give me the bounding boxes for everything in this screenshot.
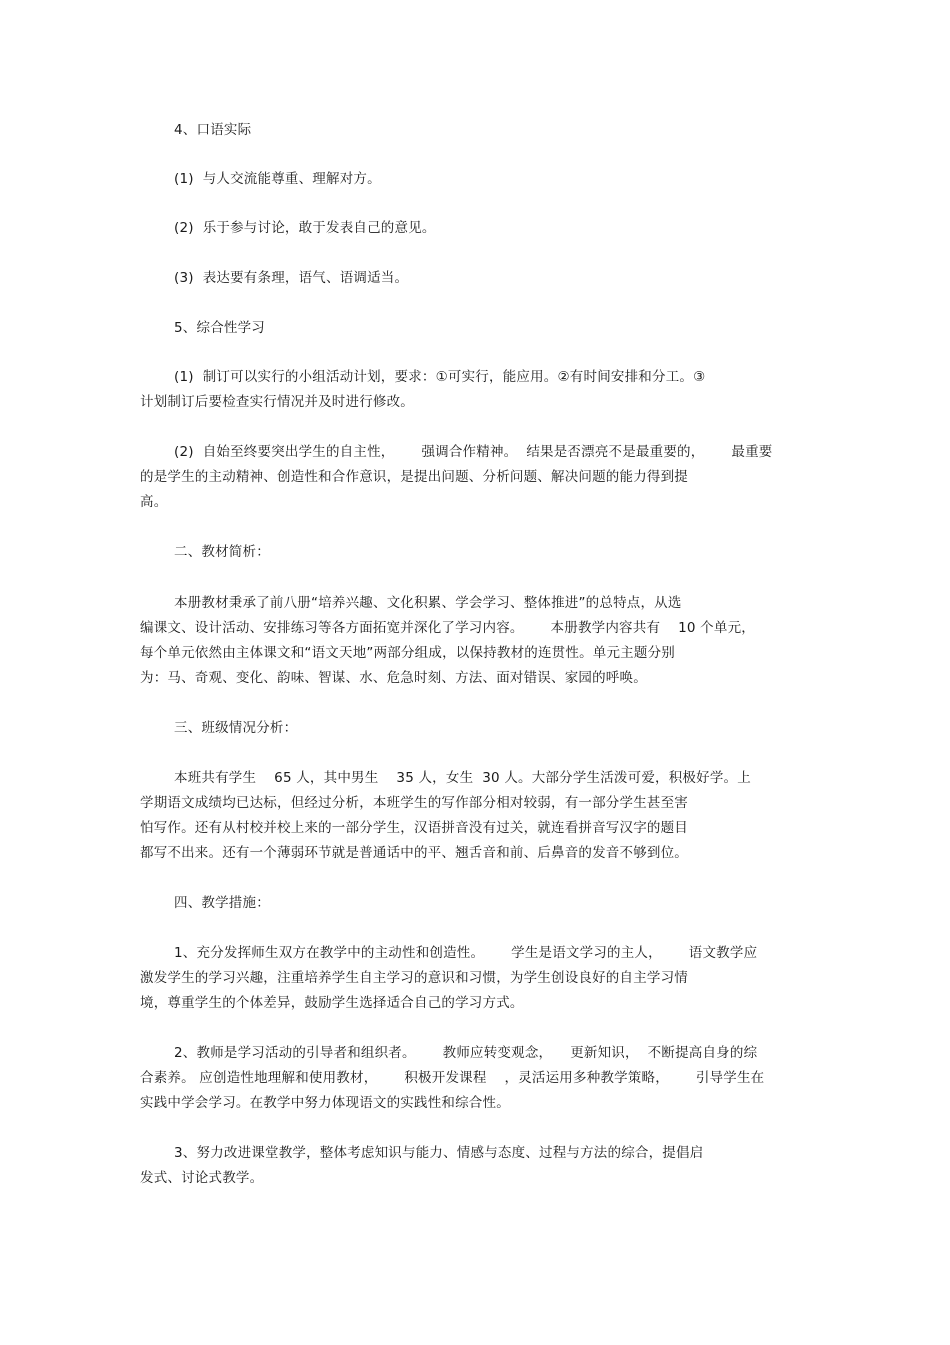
measure-3-line-1: 3、努力改进课堂教学，整体考虑知识与能力、情感与态度、过程与方法的综合，提倡启: [174, 1145, 704, 1161]
class-paragraph-line-1: 本班共有学生 65 人，其中男生 35 人，女生 30 人。大部分学生活泼可爱，积极好学。上: [174, 770, 751, 786]
measure-1-line-2: 激发学生的学习兴趣，注重培养学生自主学习的意识和习惯，为学生创设良好的自主学习情: [140, 970, 688, 986]
comprehensive-item-2-line-1: (2) 自始至终要突出学生的自主性， 强调合作精神。 结果是否漂亮不是最重要的， 最重要: [174, 444, 773, 460]
oral-item-3: (3) 表达要有条理，语气、语调适当。: [174, 270, 409, 286]
comprehensive-item-1-line-1: (1) 制订可以实行的小组活动计划，要求：①可实行，能应用。②有时间安排和分工。③: [174, 369, 706, 385]
measure-3-line-2: 发式、讨论式教学。: [140, 1170, 264, 1186]
measure-2-line-1: 2、教师是学习活动的引导者和组织者。 教师应转变观念， 更新知识， 不断提高自身的综: [174, 1045, 758, 1061]
class-paragraph-line-4: 都写不出来。还有一个薄弱环节就是普通话中的平、翘舌音和前、后鼻音的发音不够到位。: [140, 845, 688, 861]
heading-teaching-measures: 四、教学措施：: [174, 895, 270, 911]
comprehensive-item-2-line-2: 的是学生的主动精神、创造性和合作意识，是提出问题、分析问题、解决问题的能力得到提: [140, 469, 688, 485]
class-paragraph-line-2: 学期语文成绩均已达标，但经过分析，本班学生的写作部分相对较弱，有一部分学生甚至害: [140, 795, 688, 811]
textbook-paragraph-line-4: 为：马、奇观、变化、韵味、智谋、水、危急时刻、方法、面对错误、家园的呼唤。: [140, 670, 647, 686]
textbook-paragraph-line-3: 每个单元依然由主体课文和“语文天地”两部分组成，以保持教材的连贯性。单元主题分别: [140, 645, 675, 661]
measure-2-line-3: 实践中学会学习。在教学中努力体现语文的实践性和综合性。: [140, 1095, 510, 1111]
comprehensive-item-2-line-3: 高。: [140, 494, 168, 510]
class-paragraph-line-3: 怕写作。还有从村校并校上来的一部分学生，汉语拼音没有过关，就连看拼音写汉字的题目: [140, 820, 688, 836]
textbook-paragraph-line-2: 编课文、设计活动、安排练习等各方面拓宽并深化了学习内容。 本册教学内容共有 10 个单元，: [140, 620, 755, 636]
heading-comprehensive-learning: 5、综合性学习: [174, 320, 265, 336]
comprehensive-item-1-line-2: 计划制订后要检查实行情况并及时进行修改。: [140, 394, 414, 410]
textbook-paragraph-line-1: 本册教材秉承了前八册“培养兴趣、文化积累、学会学习、整体推进”的总特点，从选: [174, 595, 682, 611]
oral-item-2: (2) 乐于参与讨论，敢于发表自己的意见。: [174, 220, 436, 236]
measure-2-line-2: 合素养。 应创造性地理解和使用教材， 积极开发课程 ，灵活运用多种教学策略， 引导学生在: [140, 1070, 765, 1086]
heading-class-analysis: 三、班级情况分析：: [174, 720, 298, 736]
heading-oral-communication: 4、口语实际: [174, 122, 252, 138]
heading-textbook-analysis: 二、教材简析：: [174, 544, 270, 560]
measure-1-line-3: 境，尊重学生的个体差异，鼓励学生选择适合自己的学习方式。: [140, 995, 524, 1011]
measure-1-line-1: 1、充分发挥师生双方在教学中的主动性和创造性。 学生是语文学习的主人， 语文教学应: [174, 945, 758, 961]
oral-item-1: (1) 与人交流能尊重、理解对方。: [174, 171, 381, 187]
